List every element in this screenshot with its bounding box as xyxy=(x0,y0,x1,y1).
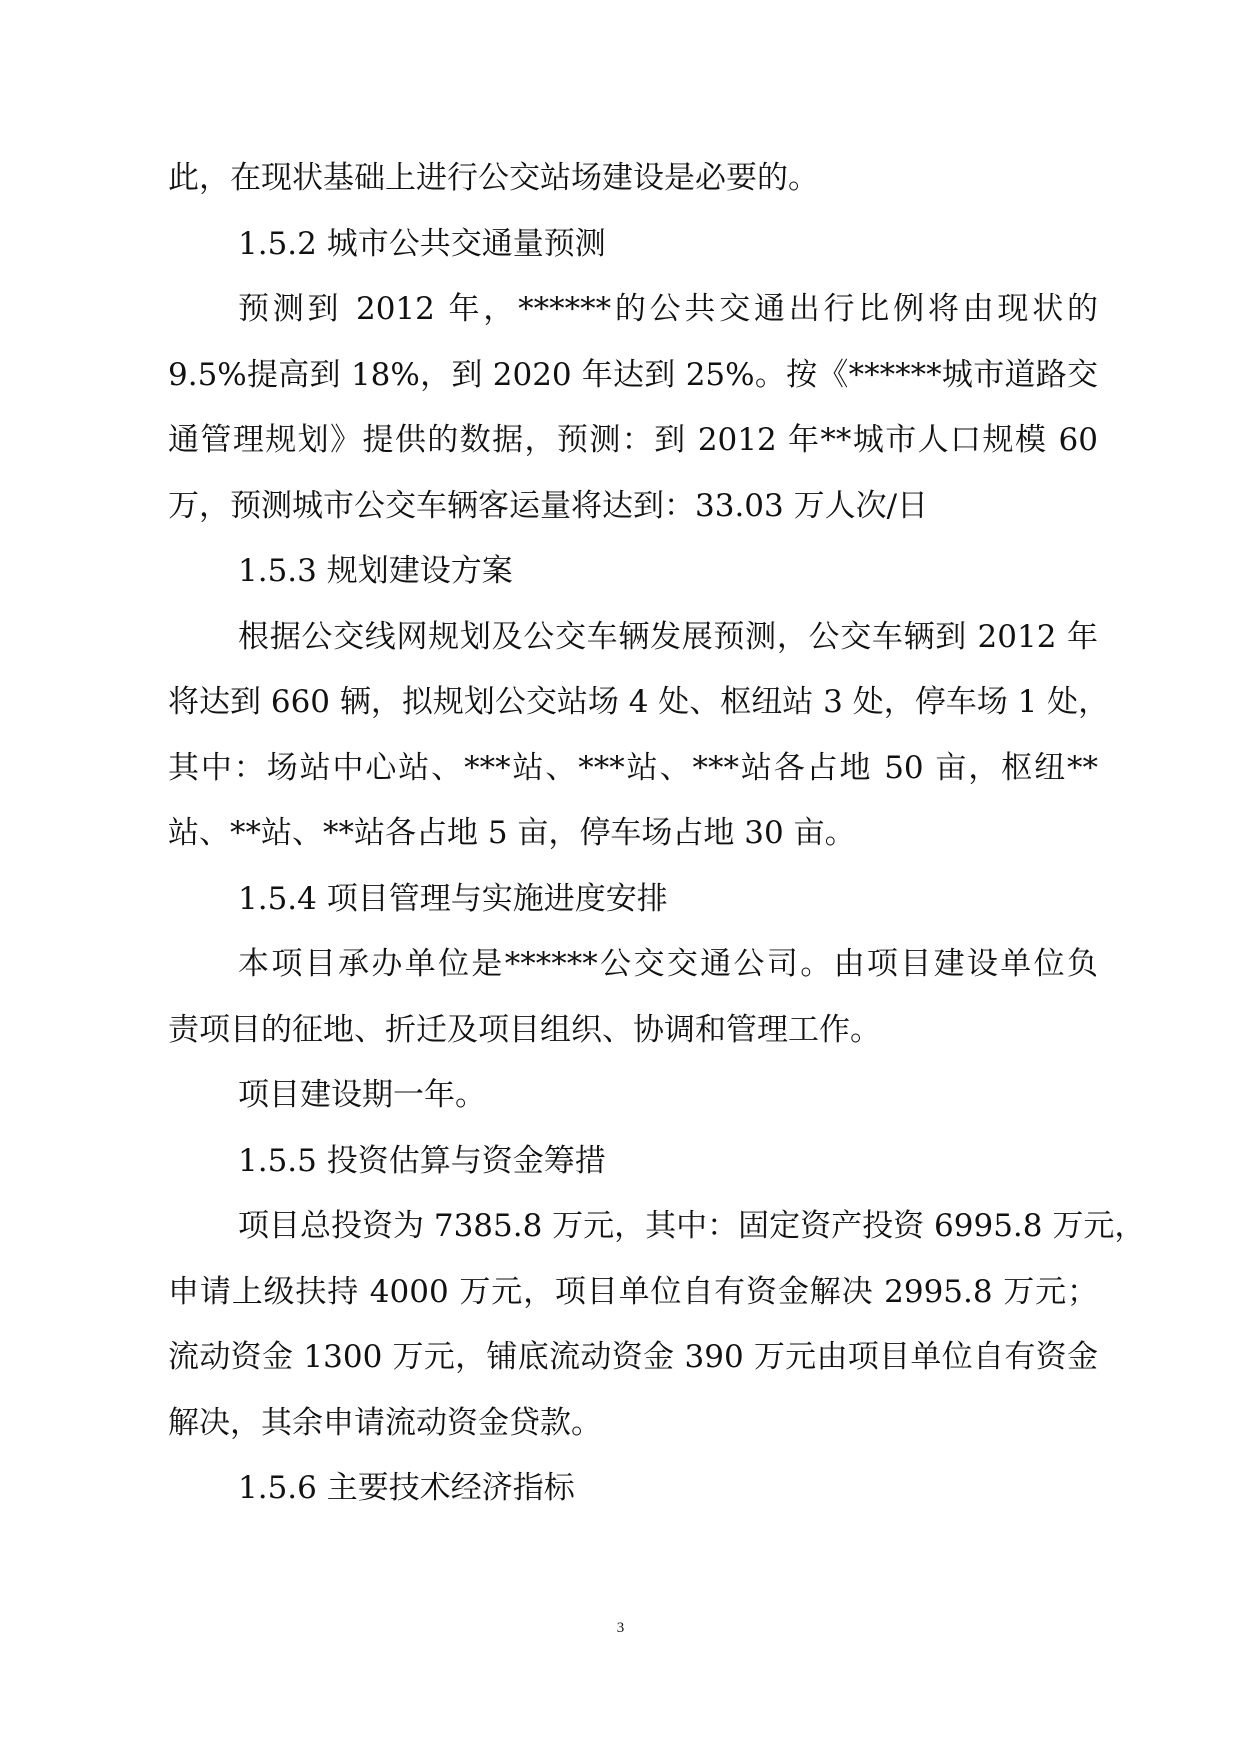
text-line: 9.5%提高到 18%，到 2020 年达到 25%。按《******城市道路交 xyxy=(168,356,1098,393)
text-line: 站、**站、**站各占地 5 亩，停车场占地 30 亩。 xyxy=(168,815,856,851)
text-line: 项目建设期一年。 xyxy=(238,1077,486,1113)
section-heading: 1.5.4 项目管理与实施进度安排 xyxy=(238,880,668,917)
page-number: 3 xyxy=(616,1620,625,1636)
body-text xyxy=(168,146,1146,1522)
section-heading: 1.5.6 主要技术经济指标 xyxy=(238,1470,575,1506)
text-line: 申请上级扶持 4000 万元，项目单位自有资金解决 2995.8 万元； xyxy=(168,1273,1098,1310)
text-line: 流动资金 1300 万元，铺底流动资金 390 万元由项目单位自有资金 xyxy=(168,1339,1098,1375)
section-heading: 1.5.5 投资估算与资金筹措 xyxy=(238,1142,606,1179)
text-line: 责项目的征地、折迁及项目组织、协调和管理工作。 xyxy=(168,1011,881,1048)
text-line: 预测到 2012 年，******的公共交通出行比例将由现状的 xyxy=(238,291,1098,327)
text-line: 万，预测城市公交车辆客运量将达到：33.03 万人次/日 xyxy=(168,487,929,524)
text-line: 此，在现状基础上进行公交站场建设是必要的。 xyxy=(168,160,819,196)
text-line: 本项目承办单位是******公交交通公司。由项目建设单位负 xyxy=(238,946,1098,982)
text-line: 其中：场站中心站、***站、***站、***站各占地 50 亩，枢纽** xyxy=(168,749,1098,786)
section-heading: 1.5.2 城市公共交通量预测 xyxy=(238,225,606,262)
text-line: 将达到 660 辆，拟规划公交站场 4 处、枢纽站 3 处，停车场 1 处， xyxy=(168,684,1110,720)
section-heading: 1.5.3 规划建设方案 xyxy=(238,553,513,589)
text-line: 根据公交线网规划及公交车辆发展预测，公交车辆到 2012 年 xyxy=(238,618,1098,655)
text-line: 通管理规划》提供的数据，预测：到 2012 年**城市人口规模 60 xyxy=(168,422,1098,458)
text-line: 解决，其余申请流动资金贷款。 xyxy=(168,1404,602,1441)
text-line: 项目总投资为 7385.8 万元，其中：固定资产投资 6995.8 万元， xyxy=(238,1208,1146,1244)
